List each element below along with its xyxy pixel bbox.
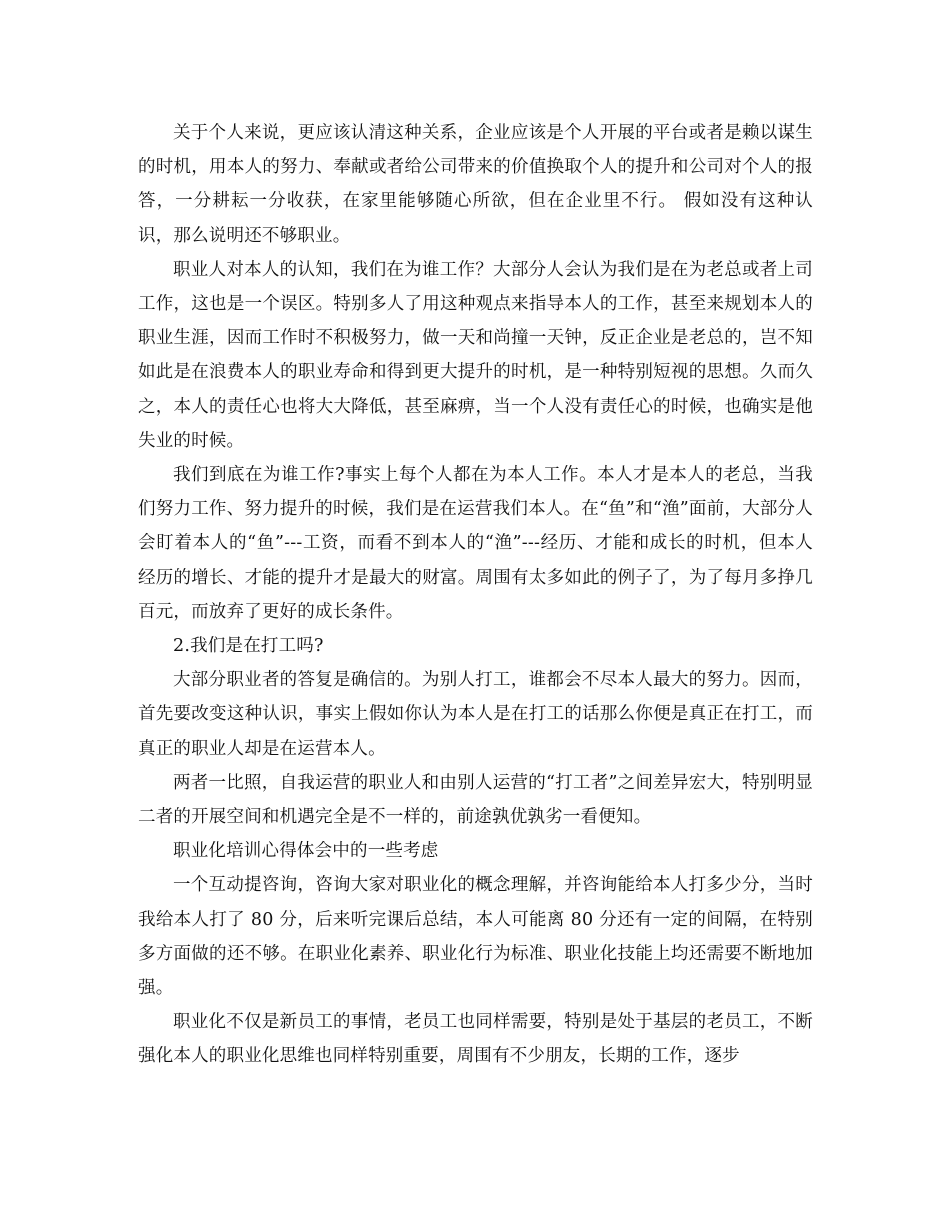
paragraph-experienced-staff: 职业化不仅是新员工的事情，老员工也同样需要，特别是处于基层的老员工，不断强化本人的职业化思维也同样特别重要，周围有不少朋友，长期的工作，逐步 (138, 1012, 813, 1067)
paragraph-who-we-work-for: 职业人对本人的认知，我们在为谁工作？大部分人会认为我们是在为老总或者上司工作，这也是一个误区。特别多人了用这种观点来指导本人的工作，甚至来规划本人的职业生涯，因而工作时不积极努力，做一天和尚撞一天钟，反正企业是老总的，岂不知如此是在浪费本人的职业寿命和得到更大提升的时机，是一种特别短视的思想。久而久之，本人的责任心也将大大降低，甚至麻痹，当一个人没有责任心的时候，也确实是他失业的时候。 (138, 259, 813, 451)
document-body (138, 116, 813, 1074)
paragraph-self-assessment: 一个互动提咨询，咨询大家对职业化的概念理解，并咨询能给本人打多少分，当时我给本人打了 80 分，后来听完课后总结，本人可能离 80 分还有一定的间隔，在特别多方面做的还不够。在职业化素养、职业化行为标准、职业化技能上均还需要不断地加强。 (138, 875, 813, 999)
paragraph-responsibility: 关于个人来说，更应该认清这种关系，企业应该是个人开展的平台或者是赖以谋生的时机，用本人的努力、奉献或者给公司带来的价值换取个人的提升和公司对个人的报答，一分耕耘一分收获，在家里能够随心所欲，但在企业里不行。 假如没有这种认识，那么说明还不够职业。 (138, 123, 813, 246)
section-heading-training-reflection: 职业化培训心得体会中的一些考虑 (173, 841, 439, 862)
paragraph-self-management: 我们到底在为谁工作?事实上每个人都在为本人工作。本人才是本人的老总，当我们努力工作、努力提升的时候，我们是在运营我们本人。在“鱼”和“渔”面前，大部分人会盯着本人的“鱼”---工资，而看不到本人的“渔”---经历、才能和成长的时机，但本人经历的增长、才能的提升才是最大的财富。周围有太多如此的例子了，为了每月多挣几百元，而放弃了更好的成长条件。 (138, 465, 813, 622)
paragraph-comparison: 两者一比照，自我运营的职业人和由别人运营的“打工者”之间差异宏大，特别明显二者的开展空间和机遇完全是不一样的，前途孰优孰劣一看便知。 (138, 772, 813, 828)
section-heading-working-for-others: 2.我们是在打工吗? (173, 636, 324, 657)
paragraph-employee-attitude: 大部分职业者的答复是确信的。为别人打工，谁都会不尽本人最大的努力。因而，首先要改变这种认识，事实上假如你认为本人是在打工的话那么你便是真正在打工，而真正的职业人却是在运营本人。 (138, 670, 813, 759)
